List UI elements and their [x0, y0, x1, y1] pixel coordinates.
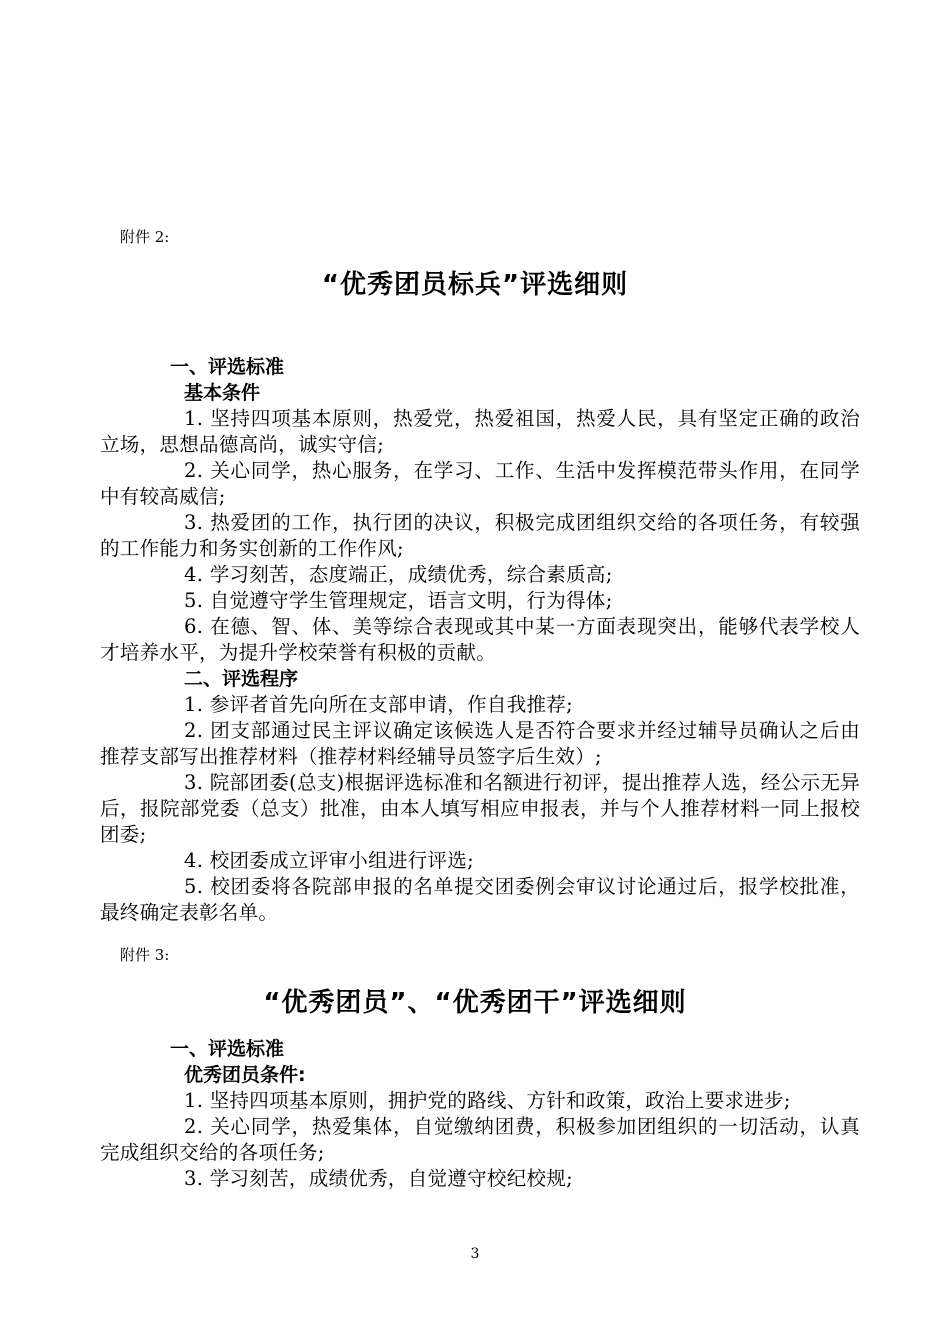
annex-2-body	[100, 354, 860, 926]
list-item: 3. 学习刻苦，成绩优秀，自觉遵守校纪校规;	[184, 1167, 573, 1190]
list-item: 4. 学习刻苦，态度端正，成绩优秀，综合素质高;	[184, 563, 613, 586]
list-item: 6. 在德、智、体、美等综合表现或其中某一方面表现突出，能够代表学校人才培养水平，为提升学校荣誉有积极的贡献。	[100, 615, 860, 664]
list-item: 5. 校团委将各院部申报的名单提交团委例会审议讨论通过后，报学校批准，最终确定表彰名单。	[100, 875, 860, 924]
annex-3-title: “优秀团员”、“优秀团干”评选细则	[263, 988, 687, 1018]
list-item: 1. 参评者首先向所在支部申请，作自我推荐;	[184, 693, 573, 716]
annex-3-label: 附件 3:	[120, 946, 170, 964]
list-item: 1. 坚持四项基本原则，热爱党，热爱祖国，热爱人民，具有坚定正确的政治立场，思想品德高尚，诚实守信;	[100, 407, 860, 456]
list-item: 1. 坚持四项基本原则，拥护党的路线、方针和政策，政治上要求进步;	[184, 1089, 791, 1112]
list-item: 5. 自觉遵守学生管理规定，语言文明，行为得体;	[184, 589, 613, 612]
page-number: 3	[470, 1246, 480, 1262]
annex-2-title: “优秀团员标兵”评选细则	[321, 270, 629, 300]
subsection-heading: 优秀团员条件:	[184, 1064, 306, 1086]
list-item: 2. 关心同学，热心服务，在学习、工作、生活中发挥模范带头作用，在同学中有较高威信;	[100, 459, 860, 508]
list-item: 3. 热爱团的工作，执行团的决议，积极完成团组织交给的各项任务，有较强的工作能力和务实创新的工作作风;	[100, 511, 860, 560]
annex-3-body	[100, 1036, 860, 1192]
list-item: 4. 校团委成立评审小组进行评选;	[184, 849, 474, 872]
annex-2-label: 附件 2:	[120, 228, 170, 246]
section-heading: 二、评选程序	[184, 668, 299, 690]
section-heading: 一、评选标准	[170, 356, 285, 378]
list-item: 2. 关心同学，热爱集体，自觉缴纳团费，积极参加团组织的一切活动，认真完成组织交给的各项任务;	[100, 1115, 860, 1164]
list-item: 3. 院部团委(总支)根据评选标准和名额进行初评，提出推荐人选，经公示无异后，报院部党委（总支）批准，由本人填写相应申报表，并与个人推荐材料一同上报校团委;	[100, 771, 860, 846]
section-heading: 一、评选标准	[170, 1038, 285, 1060]
subsection-heading: 基本条件	[184, 382, 261, 404]
list-item: 2. 团支部通过民主评议确定该候选人是否符合要求并经过辅导员确认之后由推荐支部写出推荐材料（推荐材料经辅导员签字后生效）;	[100, 719, 860, 768]
